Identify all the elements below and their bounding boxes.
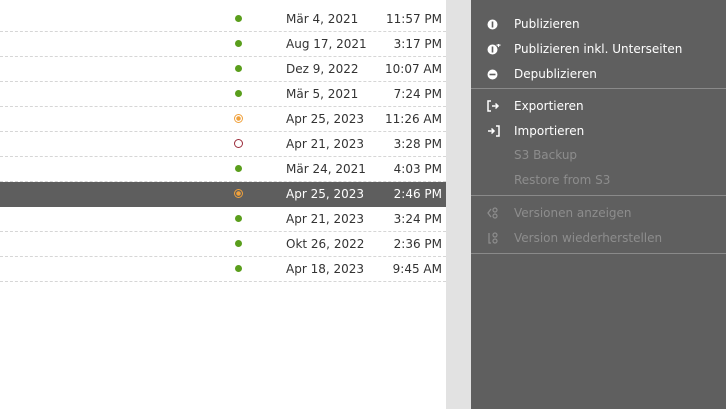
row-date: Dez 9, 2022 <box>286 62 359 76</box>
row-date: Apr 21, 2023 <box>286 137 365 151</box>
table-row[interactable] <box>0 82 446 107</box>
row-time: 3:28 PM <box>393 137 442 151</box>
menu-separator <box>471 253 726 254</box>
menu-item-show-versions-label: Versionen anzeigen <box>514 206 632 220</box>
row-time: 7:24 PM <box>393 87 442 101</box>
menu-separator <box>471 88 726 89</box>
publish-icon <box>487 19 505 30</box>
row-date: Mär 24, 2021 <box>286 162 366 176</box>
unpublish-icon <box>487 69 505 80</box>
row-date: Okt 26, 2022 <box>286 237 365 251</box>
import-icon <box>487 125 505 137</box>
row-time: 3:17 PM <box>393 37 442 51</box>
menu-item-unpublish[interactable] <box>487 65 597 83</box>
published-status-icon <box>235 215 242 222</box>
menu-item-publish[interactable] <box>487 15 580 33</box>
publish-subpages-icon <box>487 44 505 55</box>
menu-separator <box>471 195 726 196</box>
row-time: 11:26 AM <box>385 112 442 126</box>
menu-item-s3-backup[interactable] <box>514 146 577 164</box>
row-date: Aug 17, 2021 <box>286 37 367 51</box>
menu-item-export[interactable] <box>487 97 584 115</box>
row-time: 2:46 PM <box>393 187 442 201</box>
row-date: Apr 25, 2023 <box>286 112 365 126</box>
menu-item-publish-label: Publizieren <box>514 17 580 31</box>
menu-item-show-versions[interactable] <box>487 204 632 222</box>
menu-item-import[interactable] <box>487 122 584 140</box>
published-status-icon <box>235 265 242 272</box>
unpublished-status-icon <box>234 139 243 148</box>
published-status-icon <box>235 165 242 172</box>
row-time: 9:45 AM <box>392 262 442 276</box>
published-status-icon <box>235 65 242 72</box>
table-row[interactable] <box>0 57 446 82</box>
row-time: 10:07 AM <box>385 62 442 76</box>
export-icon <box>487 100 505 112</box>
table-row[interactable] <box>0 7 446 32</box>
table-row[interactable] <box>0 207 446 232</box>
menu-item-unpublish-label: Depublizieren <box>514 67 597 81</box>
menu-item-publish-with-subpages-label: Publizieren inkl. Unterseiten <box>514 42 683 56</box>
menu-item-import-label: Importieren <box>514 124 585 138</box>
table-row[interactable] <box>0 107 446 132</box>
row-date: Apr 18, 2023 <box>286 262 365 276</box>
versions-icon <box>487 207 505 219</box>
table-row[interactable] <box>0 257 446 282</box>
published-status-icon <box>235 90 242 97</box>
table-row[interactable] <box>0 132 446 157</box>
published-status-icon <box>235 15 242 22</box>
table-row[interactable] <box>0 182 446 207</box>
modified-status-icon <box>234 114 243 123</box>
table-row[interactable] <box>0 32 446 57</box>
list-scrollbar-gutter <box>446 0 471 409</box>
context-menu <box>471 0 726 409</box>
menu-item-restore-version[interactable] <box>487 229 662 247</box>
row-time: 11:57 PM <box>386 12 442 26</box>
menu-item-restore-version-label: Version wiederherstellen <box>514 231 663 245</box>
menu-item-publish-with-subpages[interactable] <box>487 40 682 58</box>
published-status-icon <box>235 40 242 47</box>
menu-item-restore-s3-label: Restore from S3 <box>514 173 611 187</box>
menu-item-export-label: Exportieren <box>514 99 584 113</box>
row-date: Mär 5, 2021 <box>286 87 359 101</box>
restore-version-icon <box>487 232 505 244</box>
row-date: Apr 21, 2023 <box>286 212 365 226</box>
row-time: 3:24 PM <box>393 212 442 226</box>
row-time: 2:36 PM <box>393 237 442 251</box>
row-time: 4:03 PM <box>393 162 442 176</box>
table-row[interactable] <box>0 232 446 257</box>
published-status-icon <box>235 240 242 247</box>
modified-status-icon <box>234 189 243 198</box>
table-row[interactable] <box>0 157 446 182</box>
menu-item-s3-backup-label: S3 Backup <box>514 148 578 162</box>
menu-item-restore-s3[interactable] <box>514 171 610 189</box>
row-date: Apr 25, 2023 <box>286 187 365 201</box>
row-date: Mär 4, 2021 <box>286 12 359 26</box>
